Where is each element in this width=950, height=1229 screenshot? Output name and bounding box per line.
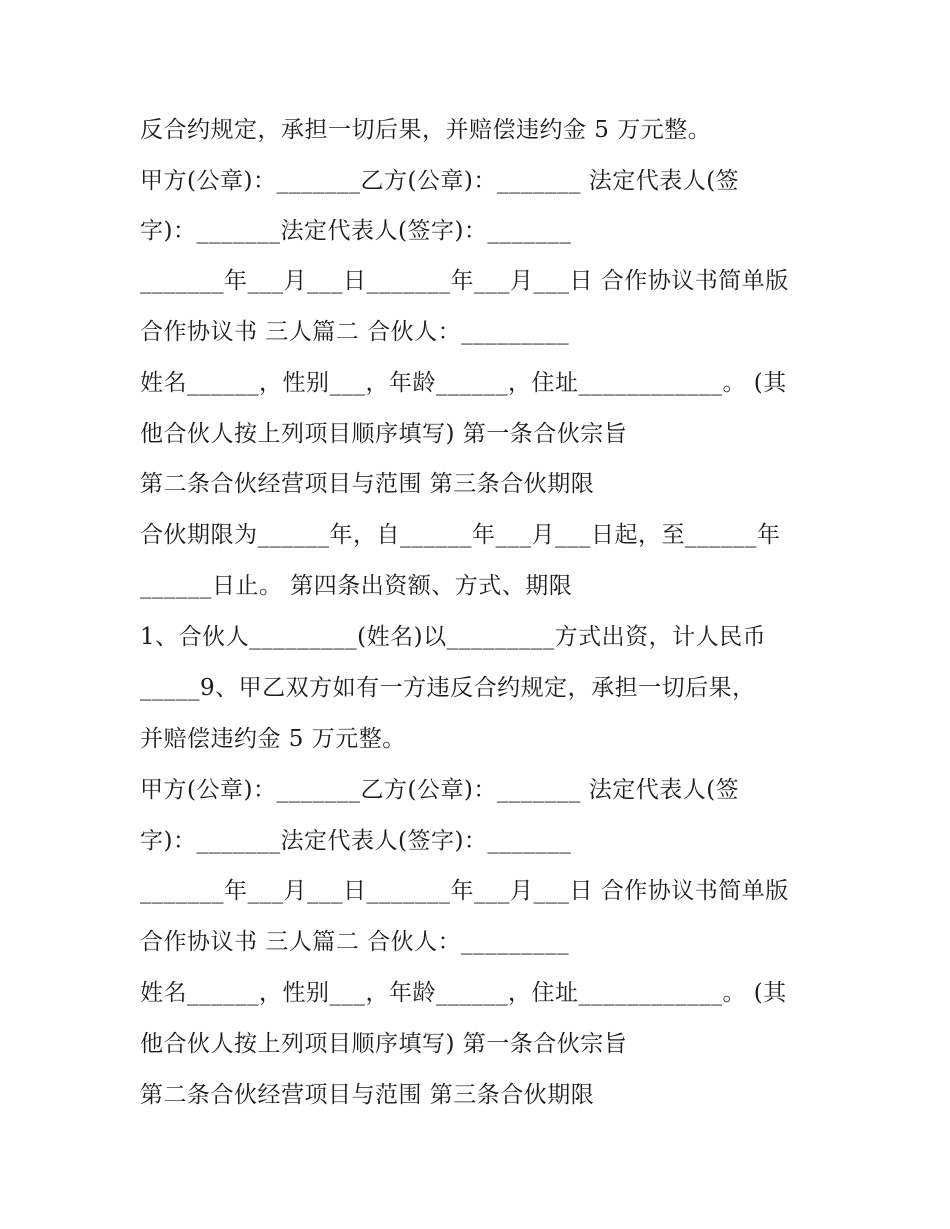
text-line: 合作协议书 三人篇二 合伙人：_________ (140, 929, 570, 955)
text-line: 他合伙人按上列项目顺序填写) 第一条合伙宗旨 (140, 1031, 628, 1057)
text-line: 甲方(公章)：_______乙方(公章)：_______ 法定代表人(签 (140, 168, 740, 194)
text-line: ______日止。 第四条出资额、方式、期限 (140, 573, 573, 599)
text-line: _______年___月___日_______年___月___日 合作协议书简单版 (140, 878, 789, 904)
text-line: 并赔偿违约金 5 万元整。 (140, 726, 406, 752)
text-line: 字)：_______法定代表人(签字)：_______ (140, 828, 572, 854)
text-line: _____9、甲乙双方如有一方违反合约规定，承担一切后果， (140, 675, 756, 701)
text-line: 合伙期限为______年，自______年___月___日起，至______年 (140, 522, 781, 548)
text-line: 他合伙人按上列项目顺序填写) 第一条合伙宗旨 (140, 421, 628, 447)
text-line: 甲方(公章)：_______乙方(公章)：_______ 法定代表人(签 (140, 777, 740, 803)
text-line: 合作协议书 三人篇二 合伙人：_________ (140, 319, 570, 345)
text-line: 姓名______，性别___，年龄______，住址____________。 (其 (140, 370, 787, 396)
text-line: 第二条合伙经营项目与范围 第三条合伙期限 (140, 1082, 595, 1108)
text-line: 字)：_______法定代表人(签字)：_______ (140, 218, 572, 244)
text-line: 反合约规定，承担一切后果，并赔偿违约金 5 万元整。 (140, 117, 712, 143)
text-line: 姓名______，性别___，年龄______，住址____________。 (其 (140, 980, 787, 1006)
text-line: 第二条合伙经营项目与范围 第三条合伙期限 (140, 471, 595, 497)
text-line: _______年___月___日_______年___月___日 合作协议书简单版 (140, 268, 789, 294)
text-line: 1、合伙人_________(姓名)以_________方式出资，计人民币 (140, 624, 767, 650)
